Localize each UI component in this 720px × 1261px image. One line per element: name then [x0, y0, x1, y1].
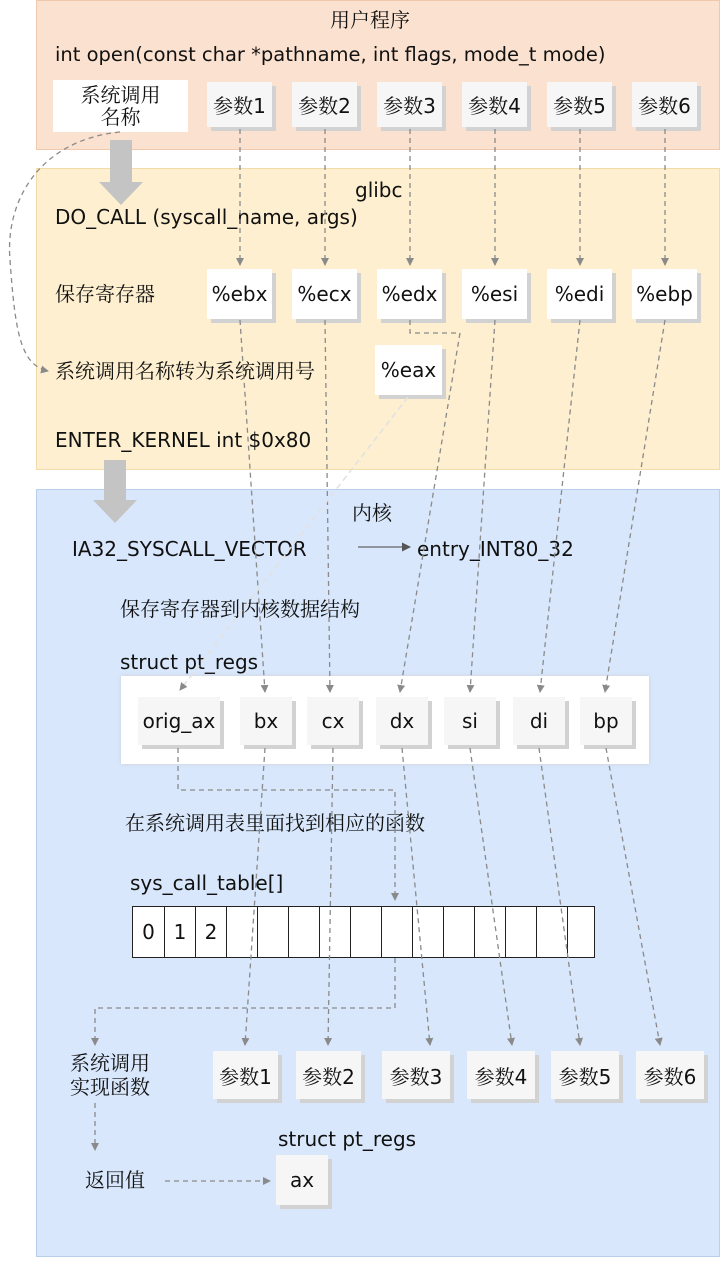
register-ecx: %ecx [292, 269, 357, 319]
open-signature: int open(const char *pathname, int flags, mode_t mode) [55, 43, 606, 66]
save-registers-label: 保存寄存器 [55, 282, 155, 306]
save-to-kernel-label: 保存寄存器到内核数据结构 [120, 597, 360, 621]
impl-param-2: 参数2 [296, 1051, 361, 1099]
pt-regs-si: si [444, 697, 496, 745]
table-cell: 2 [195, 907, 226, 957]
arrow-table-impl [95, 958, 395, 1045]
register-ebp: %ebp [632, 269, 697, 319]
user-param-4: 参数4 [462, 82, 527, 127]
table-cell: 0 [142, 920, 155, 944]
arrow-esi-si [470, 320, 495, 692]
user-param-6: 参数6 [632, 82, 697, 127]
find-function-label: 在系统调用表里面找到相应的函数 [125, 811, 425, 835]
register-eax: %eax [375, 345, 442, 395]
impl-param-6: 参数6 [636, 1051, 704, 1099]
user-param-5: 参数5 [547, 82, 612, 127]
user-param-1: 参数1 [207, 82, 272, 127]
impl-param-4: 参数4 [467, 1051, 535, 1099]
arrow-edi-di [540, 320, 580, 692]
arrow-dx-param3 [402, 748, 430, 1045]
arrow-cx-param2 [328, 748, 333, 1045]
pt-regs-dx: dx [376, 697, 428, 745]
arrow-ebx-bx [240, 320, 265, 692]
sys-call-table-label: sys_call_table[] [130, 871, 284, 895]
pt-regs-cx: cx [307, 697, 359, 745]
pt-regs-orig-ax: orig_ax [138, 697, 220, 745]
register-edi: %edi [547, 269, 612, 319]
user-program-title: 用户程序 [330, 8, 410, 32]
kernel-title: 内核 [352, 501, 392, 525]
register-edx: %edx [377, 269, 442, 319]
impl-param-1: 参数1 [213, 1051, 278, 1099]
glibc-title: glibc [355, 178, 403, 202]
do-call-label: DO_CALL (syscall_name, args) [55, 205, 358, 229]
enter-kernel-label: ENTER_KERNEL int $0x80 [55, 428, 312, 452]
arrow-bx-param1 [245, 748, 265, 1045]
pt-regs-label-2: struct pt_regs [278, 1127, 417, 1151]
pt-regs-label: struct pt_regs [120, 650, 259, 674]
return-value-label: 返回值 [85, 1168, 145, 1192]
pt-regs-bx: bx [240, 697, 292, 745]
arrow-origax-table [178, 748, 395, 900]
pt-regs-bp: bp [580, 697, 632, 745]
register-ebx: %ebx [207, 269, 272, 319]
impl-param-5: 参数5 [551, 1051, 619, 1099]
arrow-edx-dx [400, 320, 460, 692]
arrow-si-param4 [470, 748, 512, 1045]
impl-param-3: 参数3 [382, 1051, 450, 1099]
user-param-3: 参数3 [377, 82, 442, 127]
arrow-bp-param6 [606, 748, 660, 1045]
arrow-ecx-cx [325, 320, 330, 692]
convert-syscall-label: 系统调用名称转为系统调用号 [55, 359, 315, 383]
block-arrow-glibc-to-kernel [93, 460, 137, 523]
table-cell: 1 [164, 907, 195, 957]
arrow-eax-origax [180, 397, 408, 690]
syscall-name-box: 系统调用 名称 [53, 80, 188, 132]
syscall-impl-label: 系统调用 实现函数 [70, 1051, 150, 1099]
arrow-ebp-bp [605, 320, 665, 692]
syscall-vector-label: IA32_SYSCALL_VECTOR [72, 537, 307, 561]
block-arrow-user-to-glibc [99, 140, 143, 205]
register-esi: %esi [462, 269, 527, 319]
arrow-name-to-convert [10, 132, 120, 371]
pt-regs-di: di [513, 697, 565, 745]
pt-regs-ax: ax [276, 1155, 328, 1205]
user-param-2: 参数2 [292, 82, 357, 127]
entry-int80-label: entry_INT80_32 [417, 537, 574, 561]
arrow-di-param5 [539, 748, 580, 1045]
